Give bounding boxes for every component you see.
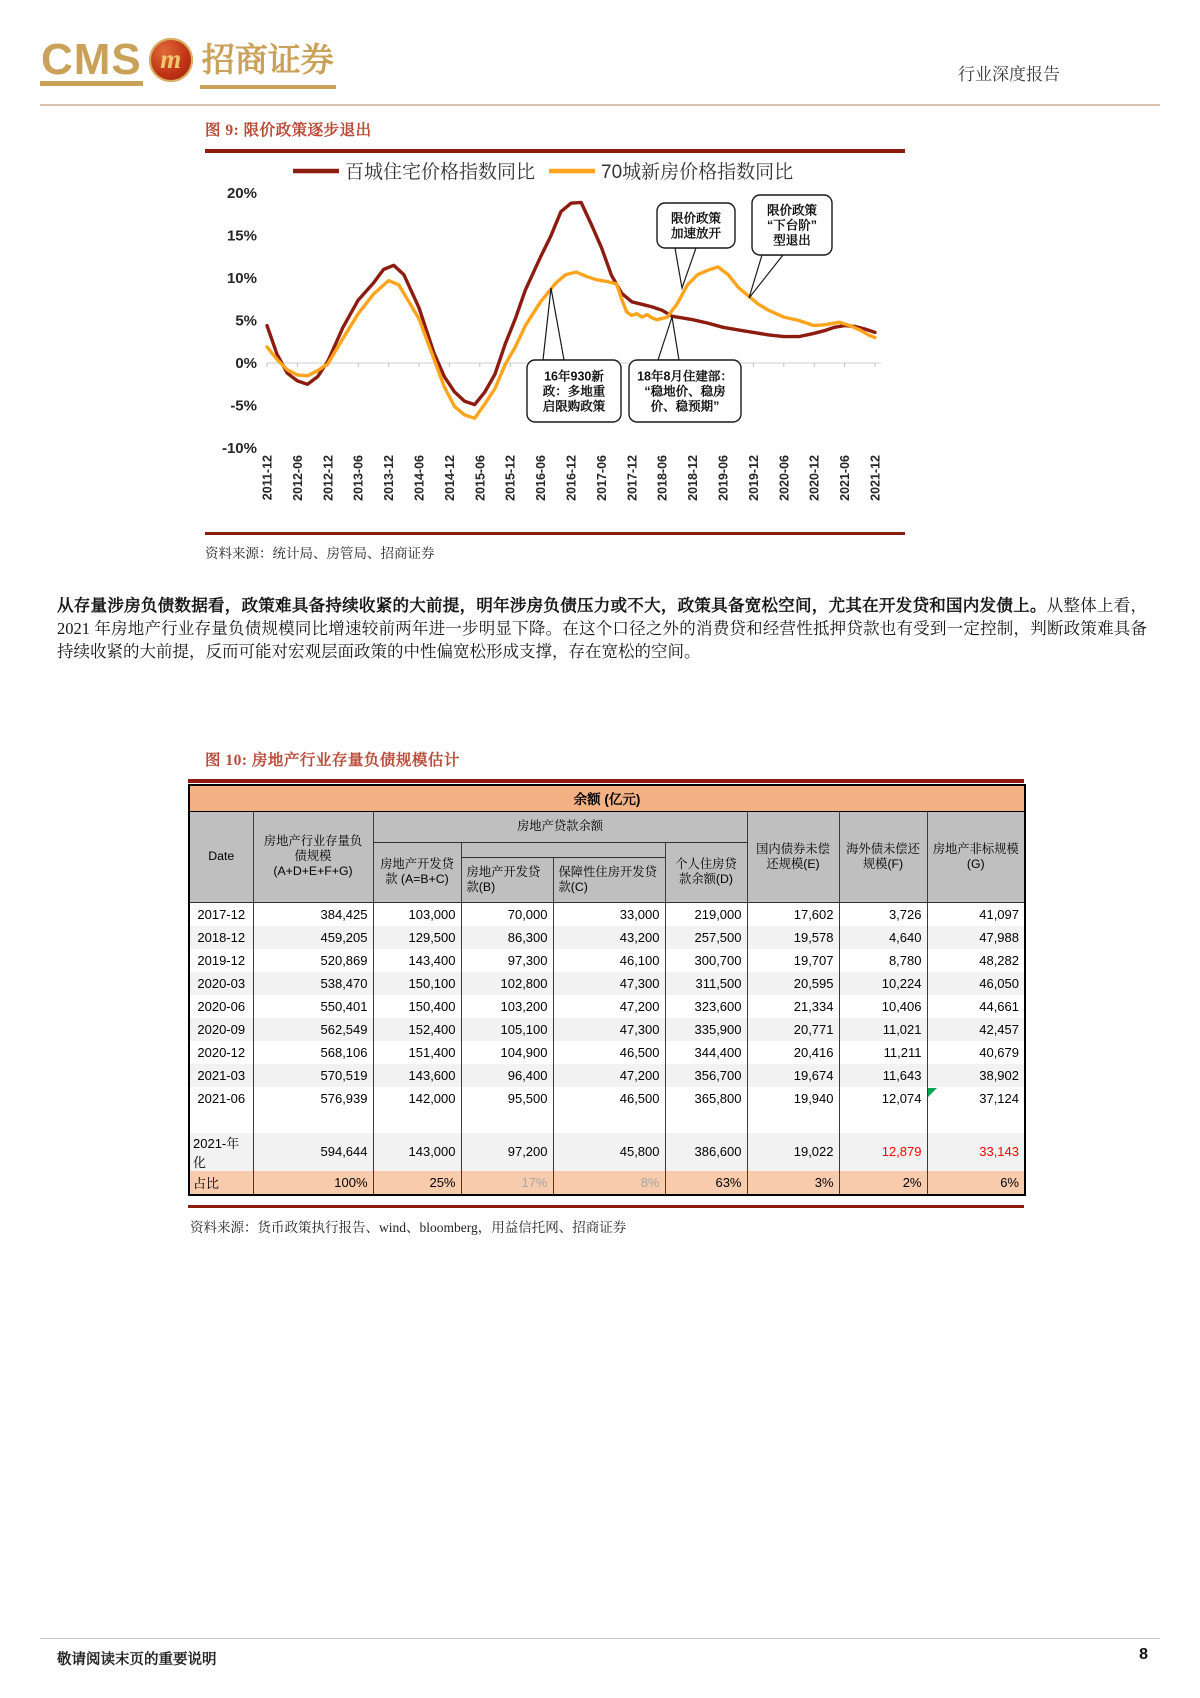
table-cell: 459,205 [253, 926, 373, 949]
x-axis-label: 2018-06 [655, 454, 670, 501]
x-axis-label: 2012-06 [290, 454, 305, 501]
company-name: 招商证券 [200, 34, 336, 89]
table-cell: 568,106 [253, 1041, 373, 1064]
report-type-label: 行业深度报告 [958, 65, 1060, 84]
x-axis-label: 2016-12 [564, 454, 579, 501]
table-cell: 143,400 [373, 949, 461, 972]
table-cell: 20,416 [747, 1041, 839, 1064]
callout-text: 型退出 [773, 233, 811, 247]
row-label: 2017-12 [189, 902, 253, 926]
paragraph-bold-lead: 从存量涉房负债数据看，政策难具备持续收紧的大前提，明年涉房负债压力或不大，政策具备宽松空间，尤其在开发贷和国内发债上。 [57, 595, 1047, 615]
table-cell [927, 1110, 1025, 1133]
table-cell: 538,470 [253, 972, 373, 995]
table-cell: 97,200 [461, 1133, 553, 1171]
callout-box [657, 203, 735, 248]
table-cell: 594,644 [253, 1133, 373, 1171]
callout-text: “下台阶” [766, 218, 818, 232]
table-cell: 3% [747, 1171, 839, 1195]
table-cell: 104,900 [461, 1041, 553, 1064]
table-cell: 8,780 [839, 949, 927, 972]
table-cell [373, 1110, 461, 1133]
table-cell: 46,500 [553, 1087, 665, 1110]
table-cell [839, 1110, 927, 1133]
annualized-row [189, 1133, 1025, 1171]
table-cell: 44,661 [927, 995, 1025, 1018]
x-axis-label: 2020-12 [807, 454, 822, 501]
callout-pointer [749, 255, 783, 298]
table-cell: 4,640 [839, 926, 927, 949]
x-axis-label: 2017-12 [625, 454, 640, 501]
callout-text: 政：多地重 [542, 384, 606, 398]
table-cell: 11,211 [839, 1041, 927, 1064]
col-header-overseas-bond: 海外债未偿还规模(F) [839, 811, 927, 902]
row-label: 2021-06 [189, 1087, 253, 1110]
data-row [189, 972, 1025, 995]
legend-label-seventy-city: 70城新房价格指数同比 [601, 161, 794, 183]
table-cell: 323,600 [665, 995, 747, 1018]
table-cell: 47,200 [553, 995, 665, 1018]
table-cell: 105,100 [461, 1018, 553, 1041]
data-row [189, 1041, 1025, 1064]
x-axis-label: 2015-06 [473, 454, 488, 501]
x-axis-label: 2016-06 [534, 454, 549, 501]
col-header-total: 房地产行业存量负债规模 (A+D+E+F+G) [253, 811, 373, 902]
table-cell: 21,334 [747, 995, 839, 1018]
row-label: 2021-03 [189, 1064, 253, 1087]
table-cell: 11,021 [839, 1018, 927, 1041]
table-cell [665, 1110, 747, 1133]
table-cell: 95,500 [461, 1087, 553, 1110]
table-cell: 41,097 [927, 902, 1025, 926]
data-row [189, 926, 1025, 949]
debt-estimate-table [188, 784, 1026, 1196]
table-cell [553, 1110, 665, 1133]
table-cell [461, 1110, 553, 1133]
header-divider [40, 104, 1160, 106]
y-axis-label: 15% [226, 227, 257, 244]
table-cell: 33,000 [553, 902, 665, 926]
row-label: 占比 [189, 1171, 253, 1195]
x-axis-label: 2019-12 [746, 454, 761, 501]
data-row [189, 902, 1025, 926]
x-axis-label: 2014-12 [442, 454, 457, 501]
table-cell: 86,300 [461, 926, 553, 949]
table-cell: 356,700 [665, 1064, 747, 1087]
col-header-date: Date [189, 811, 253, 902]
table-cell: 3,726 [839, 902, 927, 926]
row-label: 2021-年化 [189, 1133, 253, 1171]
row-label: 2018-12 [189, 926, 253, 949]
table-cell: 2% [839, 1171, 927, 1195]
table-cell: 8% [553, 1171, 665, 1195]
table-cell: 311,500 [665, 972, 747, 995]
callout-text: 价、稳预期” [650, 399, 720, 413]
col-header-spacer [461, 842, 665, 857]
table-cell: 152,400 [373, 1018, 461, 1041]
row-label: 2020-06 [189, 995, 253, 1018]
figure-9-top-rule [205, 149, 905, 153]
row-label: 2020-09 [189, 1018, 253, 1041]
table-cell: 25% [373, 1171, 461, 1195]
table-cell: 143,600 [373, 1064, 461, 1087]
table-cell: 570,519 [253, 1064, 373, 1087]
table-cell: 344,400 [665, 1041, 747, 1064]
table-cell: 11,643 [839, 1064, 927, 1087]
table-cell: 47,988 [927, 926, 1025, 949]
table-cell: 40,679 [927, 1041, 1025, 1064]
table-cell: 143,000 [373, 1133, 461, 1171]
footer-disclaimer: 敬请阅读末页的重要说明 [57, 1652, 217, 1668]
table-cell [253, 1110, 373, 1133]
table-cell: 63% [665, 1171, 747, 1195]
table-cell: 103,000 [373, 902, 461, 926]
table-cell: 19,674 [747, 1064, 839, 1087]
table-cell: 17,602 [747, 902, 839, 926]
figure-9-title: 图 9: 限价政策逐步退出 [205, 122, 372, 139]
table-cell: 386,600 [665, 1133, 747, 1171]
comment-flag-icon [928, 1088, 937, 1097]
table-cell: 47,300 [553, 972, 665, 995]
table-cell: 45,800 [553, 1133, 665, 1171]
y-axis-label: -10% [221, 439, 257, 457]
table-cell: 300,700 [665, 949, 747, 972]
table-cell: 150,100 [373, 972, 461, 995]
table-cell: 19,707 [747, 949, 839, 972]
table-cell: 37,124 [927, 1087, 1025, 1110]
col-header-social-housing: 保障性住房开发贷款(C) [553, 857, 665, 902]
x-axis-label: 2021-06 [838, 454, 853, 501]
callout-text: 16年930新 [544, 369, 604, 383]
table-cell: 38,902 [927, 1064, 1025, 1087]
table-cell: 151,400 [373, 1041, 461, 1064]
col-header-loans-group: 房地产贷款余额 [373, 811, 747, 842]
x-axis-label: 2012-12 [321, 454, 336, 501]
y-axis-label: 20% [226, 184, 257, 202]
table-cell: 47,200 [553, 1064, 665, 1087]
callout-pointer [658, 317, 679, 360]
figure-9-source: 资料来源：统计局、房管局、招商证券 [205, 546, 435, 561]
callout-text: 启限购政策 [542, 399, 606, 413]
callout-pointer [543, 288, 564, 360]
callout-text: “稳地价、稳房 [644, 384, 726, 398]
table-cell: 42,457 [927, 1018, 1025, 1041]
figure-10-source: 资料来源：货币政策执行报告、wind、bloomberg，用益信托网、招商证券 [190, 1220, 627, 1235]
table-cell: 17% [461, 1171, 553, 1195]
footer-divider [40, 1638, 1160, 1639]
x-axis-label: 2020-06 [777, 454, 792, 501]
col-header-dev-loan-b: 房地产开发贷款(B) [461, 857, 553, 902]
x-axis-label: 2014-06 [412, 454, 427, 501]
y-axis-label: -5% [230, 397, 257, 414]
table-cell: 365,800 [665, 1087, 747, 1110]
table-cell: 70,000 [461, 902, 553, 926]
table-cell: 19,022 [747, 1133, 839, 1171]
data-row [189, 1064, 1025, 1087]
callout-pointer [675, 248, 696, 288]
x-axis-label: 2018-12 [686, 454, 701, 501]
table-cell: 20,595 [747, 972, 839, 995]
table-cell: 47,300 [553, 1018, 665, 1041]
row-label: 2020-12 [189, 1041, 253, 1064]
y-axis-label: 10% [226, 269, 257, 287]
figure-9-bottom-rule [205, 532, 905, 536]
price-index-line-chart [205, 155, 905, 523]
data-row [189, 1087, 1025, 1110]
table-cell [747, 1110, 839, 1133]
figure-10-top-rule [188, 779, 1024, 783]
table-cell: 12,074 [839, 1087, 927, 1110]
table-cell: 576,939 [253, 1087, 373, 1110]
table-cell: 142,000 [373, 1087, 461, 1110]
figure-9 [205, 118, 905, 562]
table-cell [189, 1110, 253, 1133]
figure-10 [188, 748, 1024, 1236]
table-cell: 46,050 [927, 972, 1025, 995]
x-axis-label: 2019-06 [716, 454, 731, 501]
table-cell: 219,000 [665, 902, 747, 926]
page-header [40, 34, 1160, 108]
table-cell: 48,282 [927, 949, 1025, 972]
table-cell: 33,143 [927, 1133, 1025, 1171]
table-cell: 257,500 [665, 926, 747, 949]
table-cell: 129,500 [373, 926, 461, 949]
x-axis-label: 2013-12 [382, 454, 397, 501]
table-cell: 46,500 [553, 1041, 665, 1064]
paragraph-regular-text: 从整体上看，2021 年房地产行业存量负债规模同比增速较前两年进一步明显下降。在这个口径之外的消费贷和经营性抵押贷款也有受到一定控制，判断政策难具备持续收紧的大前提，反而可能对宏观层面政策的中性偏宽松形成支撑，存在宽松的空间。 [57, 595, 1148, 661]
figure-10-title: 图 10: 房地产行业存量负债规模估计 [205, 752, 460, 769]
table-cell: 150,400 [373, 995, 461, 1018]
page-number: 8 [1139, 1646, 1148, 1663]
x-axis-label: 2011-12 [260, 454, 275, 500]
x-axis-label: 2021-12 [868, 454, 883, 501]
share-row [189, 1171, 1025, 1195]
band-cell: 余额 (亿元) [189, 785, 1025, 812]
table-cell: 46,100 [553, 949, 665, 972]
col-header-dev-loan: 房地产开发贷款 (A=B+C) [373, 842, 461, 902]
table-cell: 20,771 [747, 1018, 839, 1041]
table-cell: 550,401 [253, 995, 373, 1018]
table-cell: 19,578 [747, 926, 839, 949]
x-axis-label: 2015-12 [503, 454, 518, 501]
table-cell: 6% [927, 1171, 1025, 1195]
callout-text: 限价政策 [766, 203, 818, 217]
table-cell: 43,200 [553, 926, 665, 949]
figure-10-bottom-rule [188, 1205, 1024, 1209]
data-row [189, 1018, 1025, 1041]
y-axis-label: 0% [235, 354, 257, 372]
table-cell: 384,425 [253, 902, 373, 926]
legend-label-baicheng: 百城住宅价格指数同比 [345, 161, 536, 183]
y-axis-label: 5% [235, 312, 257, 329]
callout-text: 加速放开 [670, 226, 722, 240]
cms-logo-icon: m [149, 38, 193, 82]
body-paragraph [57, 594, 1147, 663]
callout-text: 18年8月住建部： [637, 369, 733, 383]
table-cell: 100% [253, 1171, 373, 1195]
callout-text: 限价政策 [670, 211, 722, 225]
data-row [189, 995, 1025, 1018]
band-row [189, 785, 1025, 812]
table-cell: 97,300 [461, 949, 553, 972]
table-cell: 335,900 [665, 1018, 747, 1041]
row-label: 2019-12 [189, 949, 253, 972]
empty-row [189, 1110, 1025, 1133]
col-header-nonstandard: 房地产非标规模(G) [927, 811, 1025, 902]
table-cell: 96,400 [461, 1064, 553, 1087]
table-cell: 10,406 [839, 995, 927, 1018]
table-cell: 19,940 [747, 1087, 839, 1110]
table-cell: 102,800 [461, 972, 553, 995]
table-cell: 12,879 [839, 1133, 927, 1171]
cms-logo-text: CMS [40, 39, 143, 87]
table-cell: 520,869 [253, 949, 373, 972]
col-header-domestic-bond: 国内债券未偿还规模(E) [747, 811, 839, 902]
table-cell: 103,200 [461, 995, 553, 1018]
col-header-personal: 个人住房贷款余额(D) [665, 842, 747, 902]
x-axis-label: 2017-06 [594, 454, 609, 501]
data-row [189, 949, 1025, 972]
x-axis-label: 2013-06 [351, 454, 366, 501]
row-label: 2020-03 [189, 972, 253, 995]
table-cell: 562,549 [253, 1018, 373, 1041]
table-cell: 10,224 [839, 972, 927, 995]
